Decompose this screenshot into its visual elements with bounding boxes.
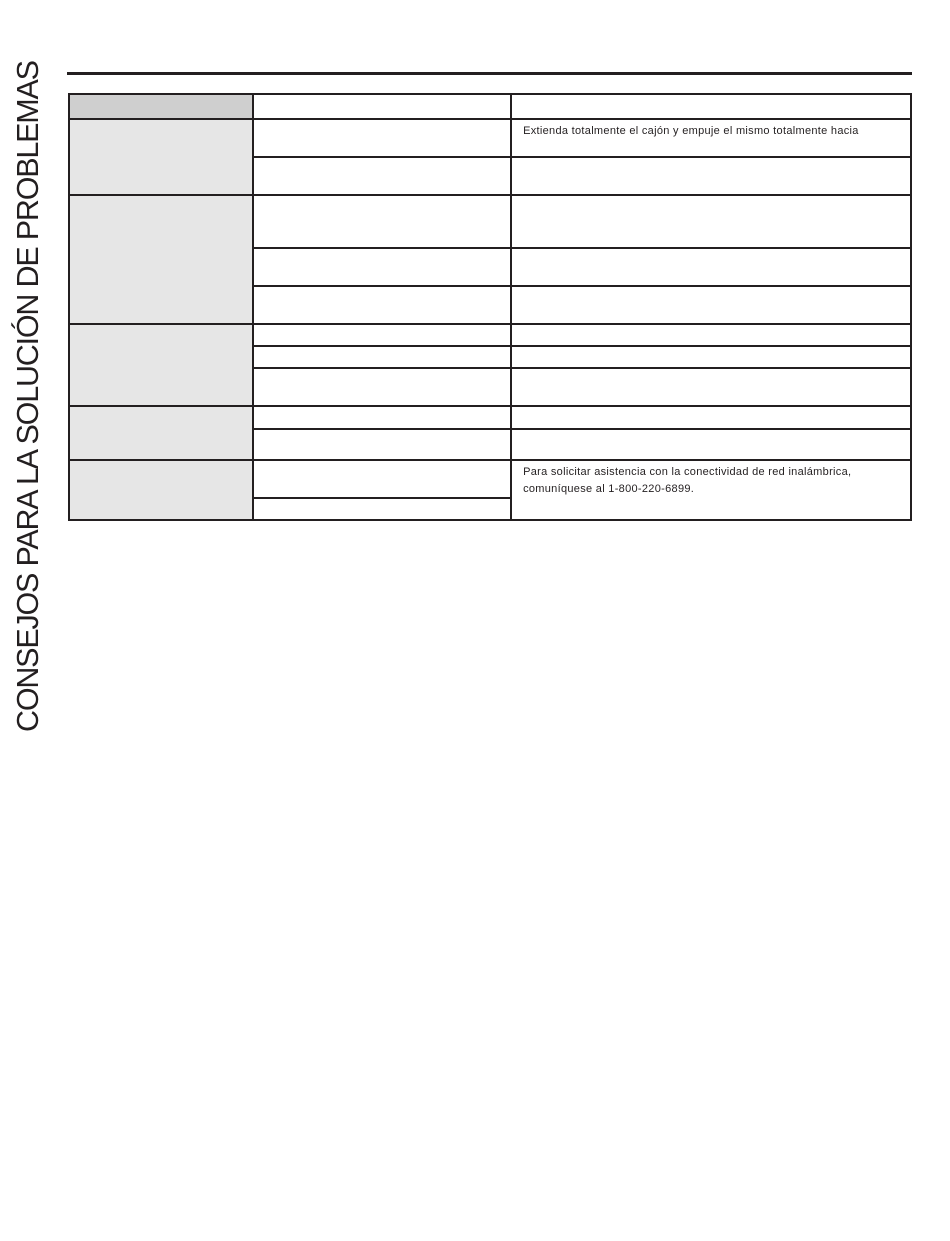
header-solution-cell — [511, 94, 911, 119]
table-row — [69, 195, 911, 248]
cause-cell — [253, 498, 511, 520]
cause-cell — [253, 429, 511, 460]
cause-cell — [253, 460, 511, 498]
solution-cell — [511, 324, 911, 346]
table-header-row — [69, 94, 911, 119]
problem-cell — [69, 119, 253, 195]
problem-cell — [69, 460, 253, 520]
cause-cell — [253, 368, 511, 406]
table-row — [69, 460, 911, 498]
table-row — [69, 406, 911, 429]
cause-cell — [253, 248, 511, 286]
problem-cell — [69, 324, 253, 406]
side-section-title: CONSEJOS PARA LA SOLUCIÓN DE PROBLEMAS — [11, 61, 45, 732]
solution-cell — [511, 368, 911, 406]
header-rule — [67, 72, 912, 75]
cause-cell — [253, 346, 511, 368]
header-problem-cell — [69, 94, 253, 119]
solution-cell — [511, 346, 911, 368]
cause-cell — [253, 324, 511, 346]
table-row — [69, 324, 911, 346]
troubleshooting-table — [68, 93, 912, 521]
problem-cell — [69, 195, 253, 324]
solution-cell — [511, 406, 911, 429]
header-cause-cell — [253, 94, 511, 119]
solution-cell — [511, 157, 911, 195]
table-row — [69, 119, 911, 157]
cause-cell — [253, 119, 511, 157]
cause-cell — [253, 195, 511, 248]
cause-cell — [253, 406, 511, 429]
problem-cell — [69, 406, 253, 460]
solution-cell — [511, 195, 911, 248]
solution-cell: Para solicitar asistencia con la conectividad de red inalámbrica, comuníquese al 1-800-220-6899. — [511, 460, 911, 520]
solution-cell — [511, 429, 911, 460]
solution-cell: Extienda totalmente el cajón y empuje el mismo totalmente hacia — [511, 119, 911, 157]
cause-cell — [253, 286, 511, 324]
solution-cell — [511, 286, 911, 324]
solution-cell — [511, 248, 911, 286]
cause-cell — [253, 157, 511, 195]
